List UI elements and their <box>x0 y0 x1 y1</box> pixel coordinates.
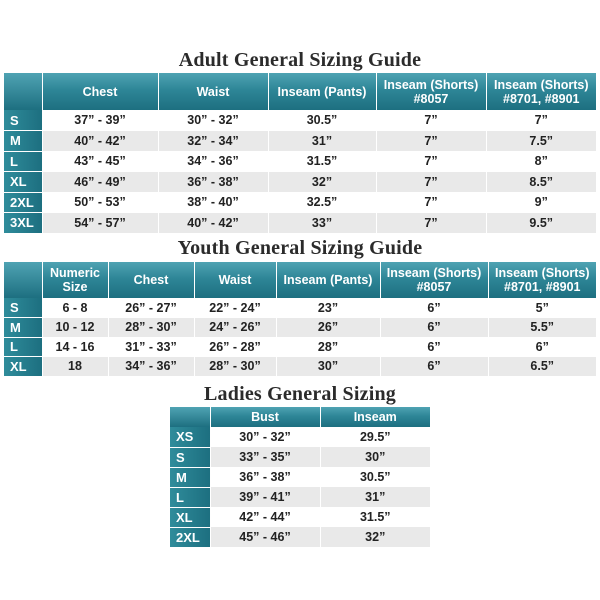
ladies-measurement-cell: 32” <box>320 527 430 547</box>
adult-measurement-cell: 7” <box>376 213 486 234</box>
youth-column-header: Inseam (Shorts) #8701, #8901 <box>488 262 596 298</box>
youth-measurement-cell: 10 - 12 <box>42 318 108 338</box>
adult-measurement-cell: 7” <box>376 110 486 131</box>
youth-measurement-cell: 14 - 16 <box>42 337 108 357</box>
ladies-size-row <box>170 467 430 487</box>
adult-measurement-cell: 43” - 45” <box>42 151 158 172</box>
adult-header-row <box>4 73 596 110</box>
adult-measurement-cell: 46” - 49” <box>42 172 158 193</box>
youth-column-header: Numeric Size <box>42 262 108 298</box>
ladies-size-row <box>170 527 430 547</box>
adult-size-row <box>4 192 596 213</box>
adult-size-row <box>4 172 596 193</box>
youth-measurement-cell: 18 <box>42 357 108 377</box>
adult-measurement-cell: 7” <box>376 151 486 172</box>
ladies-sizing-table <box>170 407 430 548</box>
youth-measurement-cell: 5.5” <box>488 318 596 338</box>
adult-size-row <box>4 151 596 172</box>
youth-measurement-cell: 34” - 36” <box>108 357 194 377</box>
ladies-measurement-cell: 31” <box>320 487 430 507</box>
ladies-column-header: Inseam <box>320 407 430 427</box>
youth-measurement-cell: 23” <box>276 298 380 318</box>
ladies-column-header: Bust <box>210 407 320 427</box>
adult-measurement-cell: 40” - 42” <box>158 213 268 234</box>
ladies-body <box>170 427 430 547</box>
adult-measurement-cell: 9” <box>486 192 596 213</box>
youth-size-row <box>4 357 596 377</box>
adult-measurement-cell: 7” <box>376 131 486 152</box>
adult-size-row <box>4 131 596 152</box>
youth-size-label: XL <box>4 357 42 377</box>
adult-column-header: Inseam (Shorts) #8057 <box>376 73 486 110</box>
ladies-measurement-cell: 30” - 32” <box>210 427 320 447</box>
youth-size-label: S <box>4 298 42 318</box>
adult-measurement-cell: 37” - 39” <box>42 110 158 131</box>
ladies-measurement-cell: 30” <box>320 447 430 467</box>
adult-measurement-cell: 9.5” <box>486 213 596 234</box>
adult-sizing-title: Adult General Sizing Guide <box>178 49 422 71</box>
ladies-measurement-cell: 36” - 38” <box>210 467 320 487</box>
adult-measurement-cell: 7.5” <box>486 131 596 152</box>
ladies-size-row <box>170 507 430 527</box>
youth-measurement-cell: 26” - 28” <box>194 337 276 357</box>
adult-size-label: 2XL <box>4 192 42 213</box>
adult-measurement-cell: 30.5” <box>268 110 376 131</box>
adult-measurement-cell: 32” <box>268 172 376 193</box>
adult-measurement-cell: 50” - 53” <box>42 192 158 213</box>
ladies-size-label: S <box>170 447 210 467</box>
adult-measurement-cell: 54” - 57” <box>42 213 158 234</box>
ladies-measurement-cell: 33” - 35” <box>210 447 320 467</box>
adult-measurement-cell: 32” - 34” <box>158 131 268 152</box>
youth-size-row <box>4 318 596 338</box>
youth-measurement-cell: 28” <box>276 337 380 357</box>
youth-measurement-cell: 5” <box>488 298 596 318</box>
adult-column-header: Inseam (Pants) <box>268 73 376 110</box>
ladies-size-label: XL <box>170 507 210 527</box>
youth-measurement-cell: 6” <box>488 337 596 357</box>
adult-column-header: Waist <box>158 73 268 110</box>
adult-measurement-cell: 33” <box>268 213 376 234</box>
youth-column-header: Inseam (Shorts) #8057 <box>380 262 488 298</box>
youth-column-header: Chest <box>108 262 194 298</box>
ladies-size-label: 2XL <box>170 527 210 547</box>
youth-measurement-cell: 28” - 30” <box>194 357 276 377</box>
adult-size-label: L <box>4 151 42 172</box>
adult-size-label: S <box>4 110 42 131</box>
ladies-size-label: L <box>170 487 210 507</box>
adult-measurement-cell: 36” - 38” <box>158 172 268 193</box>
adult-column-header: Chest <box>42 73 158 110</box>
youth-header-corner <box>4 262 42 298</box>
adult-size-row <box>4 110 596 131</box>
adult-measurement-cell: 8” <box>486 151 596 172</box>
adult-measurement-cell: 40” - 42” <box>42 131 158 152</box>
youth-measurement-cell: 6.5” <box>488 357 596 377</box>
youth-measurement-cell: 24” - 26” <box>194 318 276 338</box>
ladies-header-corner <box>170 407 210 427</box>
ladies-size-row <box>170 487 430 507</box>
youth-measurement-cell: 22” - 24” <box>194 298 276 318</box>
youth-sizing-title: Youth General Sizing Guide <box>177 237 423 259</box>
adult-measurement-cell: 32.5” <box>268 192 376 213</box>
adult-measurement-cell: 34” - 36” <box>158 151 268 172</box>
youth-measurement-cell: 26” - 27” <box>108 298 194 318</box>
youth-header-row <box>4 262 596 298</box>
ladies-size-label: M <box>170 467 210 487</box>
youth-sizing-table <box>4 262 596 377</box>
ladies-measurement-cell: 30.5” <box>320 467 430 487</box>
ladies-measurement-cell: 29.5” <box>320 427 430 447</box>
ladies-size-row <box>170 447 430 467</box>
ladies-measurement-cell: 45” - 46” <box>210 527 320 547</box>
youth-column-header: Waist <box>194 262 276 298</box>
adult-measurement-cell: 7” <box>486 110 596 131</box>
adult-size-label: M <box>4 131 42 152</box>
youth-measurement-cell: 6” <box>380 337 488 357</box>
youth-measurement-cell: 6” <box>380 318 488 338</box>
youth-size-row <box>4 298 596 318</box>
ladies-header-row <box>170 407 430 427</box>
youth-size-label: L <box>4 337 42 357</box>
youth-column-header: Inseam (Pants) <box>276 262 380 298</box>
youth-measurement-cell: 6” <box>380 357 488 377</box>
youth-size-label: M <box>4 318 42 338</box>
adult-size-row <box>4 213 596 234</box>
ladies-measurement-cell: 42” - 44” <box>210 507 320 527</box>
adult-measurement-cell: 8.5” <box>486 172 596 193</box>
adult-measurement-cell: 31.5” <box>268 151 376 172</box>
adult-measurement-cell: 7” <box>376 192 486 213</box>
youth-measurement-cell: 31” - 33” <box>108 337 194 357</box>
youth-measurement-cell: 26” <box>276 318 380 338</box>
adult-sizing-table <box>4 73 596 234</box>
youth-measurement-cell: 6” <box>380 298 488 318</box>
youth-size-row <box>4 337 596 357</box>
adult-measurement-cell: 31” <box>268 131 376 152</box>
adult-size-label: 3XL <box>4 213 42 234</box>
youth-body <box>4 298 596 376</box>
adult-measurement-cell: 7” <box>376 172 486 193</box>
adult-measurement-cell: 30” - 32” <box>158 110 268 131</box>
youth-measurement-cell: 28” - 30” <box>108 318 194 338</box>
ladies-size-label: XS <box>170 427 210 447</box>
adult-header-corner <box>4 73 42 110</box>
youth-measurement-cell: 30” <box>276 357 380 377</box>
youth-measurement-cell: 6 - 8 <box>42 298 108 318</box>
adult-measurement-cell: 38” - 40” <box>158 192 268 213</box>
ladies-measurement-cell: 39” - 41” <box>210 487 320 507</box>
ladies-measurement-cell: 31.5” <box>320 507 430 527</box>
adult-body <box>4 110 596 233</box>
ladies-sizing-title: Ladies General Sizing <box>204 383 396 405</box>
adult-column-header: Inseam (Shorts) #8701, #8901 <box>486 73 596 110</box>
adult-size-label: XL <box>4 172 42 193</box>
ladies-size-row <box>170 427 430 447</box>
